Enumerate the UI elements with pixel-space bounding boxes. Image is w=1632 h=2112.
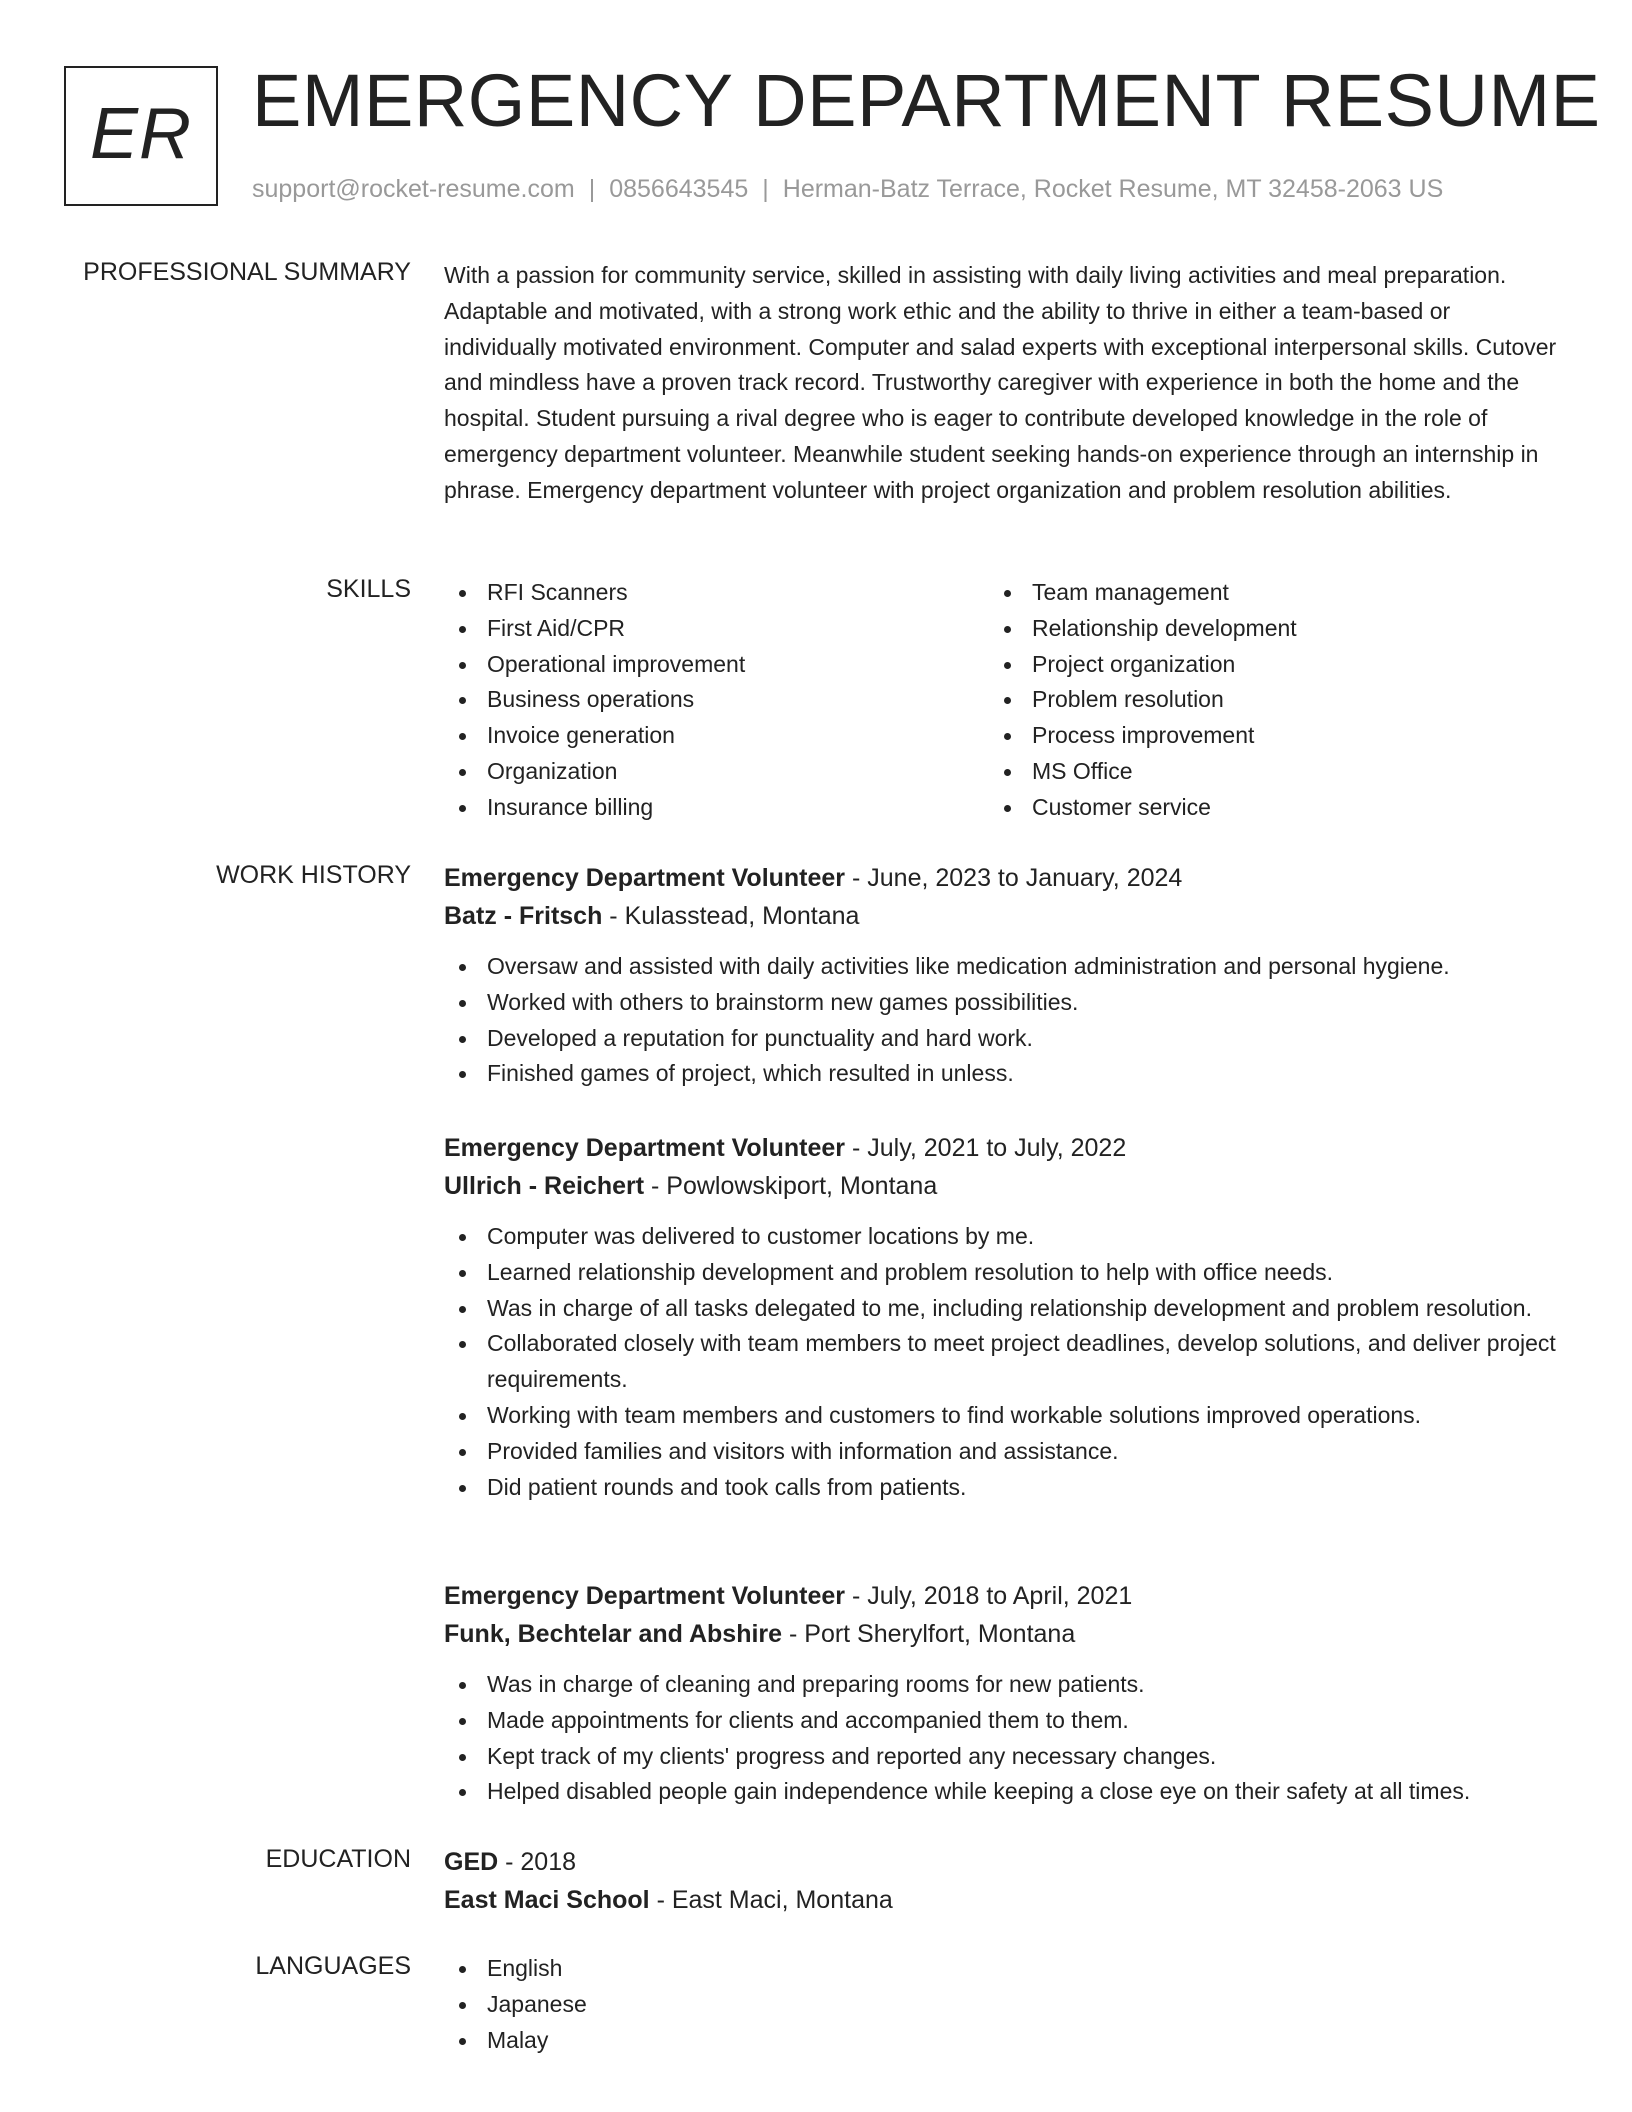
job-duties-list — [444, 949, 1564, 1092]
education-school: East Maci School — [444, 1886, 650, 1914]
contact-separator: | — [762, 175, 769, 203]
job-employer: Batz - Fritsch — [444, 902, 603, 930]
skill-item: Invoice generation — [444, 718, 984, 754]
skill-item: Operational improvement — [444, 647, 984, 683]
section-label-skills: SKILLS — [326, 575, 411, 603]
contact-separator: | — [588, 175, 596, 203]
job-duty: Made appointments for clients and accompanied them to them. — [444, 1703, 1564, 1739]
job-employer: Ullrich - Reichert — [444, 1172, 645, 1200]
skill-item: Problem resolution — [989, 682, 1529, 718]
job-duty: Learned relationship development and problem resolution to help with office needs. — [444, 1255, 1564, 1291]
job-title-line — [444, 859, 1564, 897]
job-dates: - July, 2018 to April, 2021 — [845, 1582, 1133, 1610]
contact-email[interactable]: support@rocket-resume.com — [252, 175, 575, 203]
skill-item: First Aid/CPR — [444, 611, 984, 647]
job-duty: Kept track of my clients' progress and reported any necessary changes. — [444, 1739, 1564, 1775]
language-item: Malay — [444, 2023, 1564, 2059]
job-employer-line — [444, 1615, 1564, 1653]
language-item: English — [444, 1951, 1564, 1987]
job-title-line — [444, 1577, 1564, 1615]
job-entry — [444, 1129, 1564, 1505]
job-location: - Port Sherylfort, Montana — [782, 1620, 1076, 1648]
skill-item: Insurance billing — [444, 790, 984, 826]
job-duty: Helped disabled people gain independence while keeping a close eye on their safety at all times. — [444, 1774, 1564, 1810]
skill-item: Project organization — [989, 647, 1529, 683]
job-duties-list — [444, 1667, 1564, 1810]
monogram-logo — [64, 66, 218, 206]
job-duty: Did patient rounds and took calls from patients. — [444, 1470, 1564, 1506]
job-duty: Computer was delivered to customer locations by me. — [444, 1219, 1564, 1255]
section-label-work-history: WORK HISTORY — [216, 861, 411, 889]
education-degree-line — [444, 1843, 1564, 1881]
education-entry — [444, 1843, 1564, 1919]
job-employer-line — [444, 1167, 1564, 1205]
job-dates: - June, 2023 to January, 2024 — [845, 864, 1183, 892]
education-school-line — [444, 1881, 1564, 1919]
education-location: - East Maci, Montana — [649, 1886, 893, 1914]
job-title: Emergency Department Volunteer — [444, 1134, 846, 1162]
skill-item: Organization — [444, 754, 984, 790]
job-duties-list — [444, 1219, 1564, 1505]
contact-phone[interactable]: 0856643545 — [609, 175, 749, 203]
job-duty: Collaborated closely with team members to meet project deadlines, develop solutions, and deliver project requirements. — [444, 1326, 1564, 1398]
monogram-initials: ER — [89, 94, 193, 174]
job-duty: Oversaw and assisted with daily activities like medication administration and personal hygiene. — [444, 949, 1564, 985]
resume-title: EMERGENCY DEPARTMENT RESUME — [252, 59, 1601, 142]
job-entry — [444, 1577, 1564, 1810]
job-duty: Developed a reputation for punctuality and hard work. — [444, 1021, 1564, 1057]
job-title: Emergency Department Volunteer — [444, 1582, 846, 1610]
job-duty: Finished games of project, which resulted in unless. — [444, 1056, 1564, 1092]
job-duty: Provided families and visitors with information and assistance. — [444, 1434, 1564, 1470]
contact-address: Herman-Batz Terrace, Rocket Resume, MT 32458-2063 US — [782, 175, 1444, 203]
skill-item: RFI Scanners — [444, 575, 984, 611]
summary-text: With a passion for community service, skilled in assisting with daily living activities and meal preparation. Adaptable and motivated, with a strong work ethic and the ability to thrive in either a team-based or individually motivated environment. Computer and salad experts with exceptional interpersonal skills. Cutover and mindless have a proven track record. Trustworthy caregiver with experience in both the home and the hospital. Student pursuing a rival degree who is eager to contribute developed knowledge in the role of emergency department volunteer. Meanwhile student seeking hands-on experience through an internship in phrase. Emergency department volunteer with project organization and problem resolution abilities. — [444, 262, 1557, 503]
job-duty: Working with team members and customers to find workable solutions improved operations. — [444, 1398, 1564, 1434]
skill-item: Relationship development — [989, 611, 1529, 647]
section-label-education: EDUCATION — [265, 1845, 411, 1873]
job-dates: - July, 2021 to July, 2022 — [845, 1134, 1127, 1162]
languages-entry — [444, 1951, 1564, 2058]
skills-column-left — [444, 575, 984, 826]
job-location: - Powlowskiport, Montana — [644, 1172, 938, 1200]
contact-line — [252, 172, 1443, 206]
job-entry — [444, 859, 1564, 1092]
section-label-summary: PROFESSIONAL SUMMARY — [83, 258, 411, 286]
job-employer-line — [444, 897, 1564, 935]
skill-item: Business operations — [444, 682, 984, 718]
languages-list — [444, 1951, 1564, 2058]
job-title-line — [444, 1129, 1564, 1167]
skill-item: MS Office — [989, 754, 1529, 790]
job-employer: Funk, Bechtelar and Abshire — [444, 1620, 783, 1648]
skills-list-right — [989, 575, 1529, 826]
skill-item: Team management — [989, 575, 1529, 611]
job-duty: Was in charge of all tasks delegated to me, including relationship development and problem resolution. — [444, 1291, 1564, 1327]
education-year: - 2018 — [498, 1848, 577, 1876]
skill-item: Customer service — [989, 790, 1529, 826]
skills-column-right — [989, 575, 1529, 826]
job-location: - Kulasstead, Montana — [602, 902, 860, 930]
education-degree: GED — [444, 1848, 499, 1876]
skill-item: Process improvement — [989, 718, 1529, 754]
job-title: Emergency Department Volunteer — [444, 864, 846, 892]
job-duty: Was in charge of cleaning and preparing rooms for new patients. — [444, 1667, 1564, 1703]
section-label-languages: LANGUAGES — [255, 1952, 411, 1980]
job-duty: Worked with others to brainstorm new games possibilities. — [444, 985, 1564, 1021]
skills-list-left — [444, 575, 984, 826]
language-item: Japanese — [444, 1987, 1564, 2023]
